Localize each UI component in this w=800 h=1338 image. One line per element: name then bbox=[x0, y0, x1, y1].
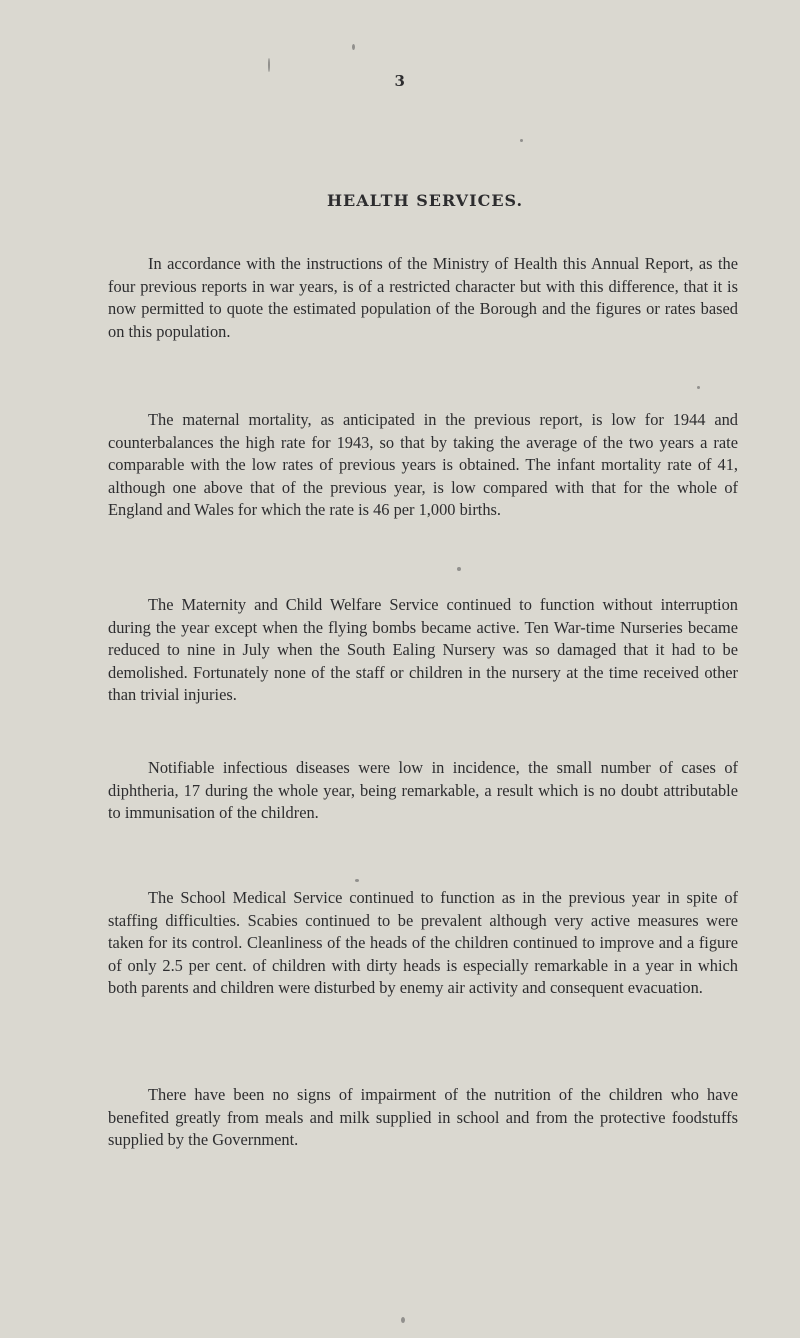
paper-speck bbox=[355, 879, 359, 882]
paragraph-maternity-child-welfare: The Maternity and Child Welfare Service continued to function without interruption during the year except when the flying bombs became active. Ten War-time Nurseries became reduced to nine in July when the South Ealing Nursery was so damaged that it had to be demolished. Fortunately none of the staff or children in the nursery at the time received other than trivial injuries. bbox=[108, 595, 738, 704]
section-heading: HEALTH SERVICES. bbox=[326, 191, 524, 210]
paper-speck bbox=[697, 386, 700, 389]
paper-speck bbox=[401, 1317, 405, 1323]
paper-speck bbox=[268, 58, 270, 72]
paper-speck bbox=[352, 44, 355, 50]
paragraph-maternal-infant-mortality: The maternal mortality, as anticipated in the previous report, is low for 1944 and counterbalances the high rate for 1943, so that by taking the average of the two years a rate comparable with the low rates of previous years is obtained. The infant mortality rate of 41, although one above that of the previous year, is low compared with that for the whole of England and Wales for which the rate is 46 per 1,000 births. bbox=[108, 410, 738, 519]
paper-speck bbox=[520, 139, 523, 142]
paragraph-infectious-diseases: Notifiable infectious diseases were low in incidence, the small number of cases of diphtheria, 17 during the whole year, being remarkable, a result which is no doubt attributable to immunisation of the children. bbox=[108, 758, 738, 822]
page-number: 3 bbox=[394, 72, 406, 90]
paragraph-nutrition: There have been no signs of impairment of the nutrition of the children who have benefited greatly from meals and milk supplied in school and from the protective foodstuffs supplied by the Government. bbox=[108, 1085, 738, 1149]
paper-speck bbox=[457, 567, 461, 571]
paragraph-school-medical-service: The School Medical Service continued to function as in the previous year in spite of staffing difficulties. Scabies continued to be prevalent although very active measures were taken for its control. Cleanliness of the heads of the children continued to improve and a figure of only 2.5 per cent. of children with dirty heads is especially remarkable in a year in which both parents and children were disturbed by enemy air activity and consequent evacuation. bbox=[108, 888, 738, 997]
paragraph-reporting-restrictions: In accordance with the instructions of the Ministry of Health this Annual Report, as the four previous reports in war years, is of a restricted character but with this difference, that it is now permitted to quote the estimated population of the Borough and the figures or rates based on this population. bbox=[108, 254, 738, 341]
